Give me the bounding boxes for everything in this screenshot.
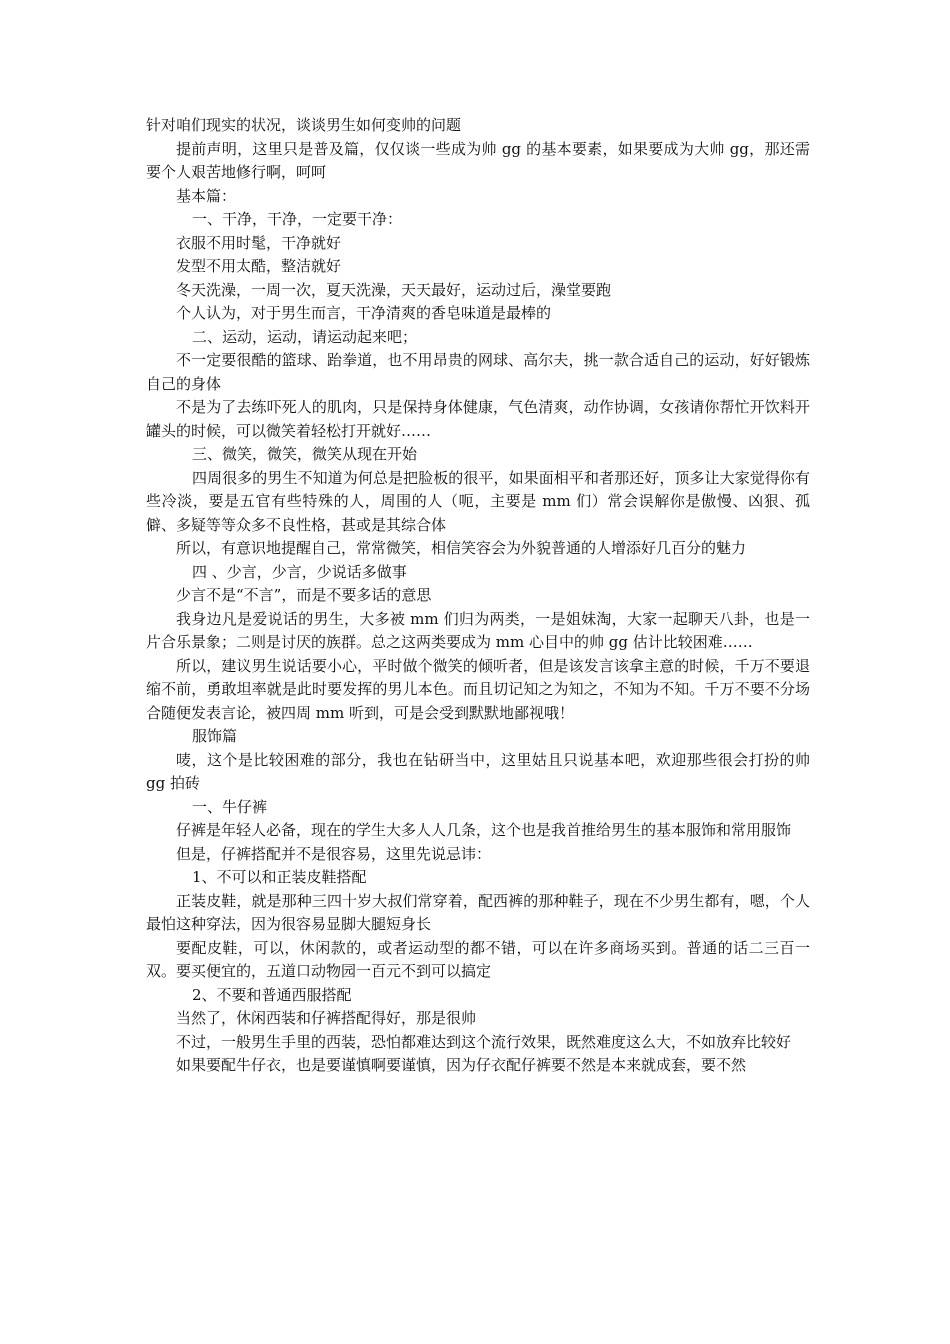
paragraph: 四周很多的男生不知道为何总是把脸板的很平，如果面相平和者那还好，顶多让大家觉得你有些冷淡，要是五官有些特殊的人，周围的人（呃，主要是 mm 们）常会误解你是傲慢、凶狠、孤僻、多疑等等众多不良性格，甚或是其综合体 [146, 468, 810, 534]
paragraph: 不过，一般男生手里的西装，恐怕都难达到这个流行效果，既然难度这么大，不如放弃比较好 [176, 1032, 792, 1051]
paragraph: 当然了，休闲西装和仔裤搭配得好，那是很帅 [176, 1009, 477, 1027]
paragraph: 2、不要和普通西服搭配 [192, 985, 352, 1004]
paragraph: 衣服不用时髦，干净就好 [176, 233, 342, 252]
paragraph: 发型不用太酷，整洁就好 [176, 257, 342, 275]
paragraph: 个人认为，对于男生而言，干净清爽的香皂味道是最棒的 [176, 304, 552, 322]
paragraph: 四 、少言，少言，少说话多做事 [192, 562, 407, 581]
paragraph: 我身边凡是爱说话的男生，大多被 mm 们归为两类，一是姐妹淘，大家一起聊天八卦，也是一片合乐景象；二则是讨厌的族群。总之这两类要成为 mm 心目中的帅 gg 估计比较困难…… [146, 609, 810, 651]
paragraph: 一、干净，干净，一定要干净： [192, 210, 403, 228]
paragraph: 仔裤是年轻人必备，现在的学生大多人人几条，这个也是我首推给男生的基本服饰和常用服饰 [176, 821, 792, 839]
paragraph: 一、牛仔裤 [192, 797, 268, 816]
document-body [146, 114, 810, 1078]
paragraph: 冬天洗澡，一周一次，夏天洗澡，天天最好，运动过后，澡堂要跑 [176, 280, 612, 299]
paragraph: 不一定要很酷的篮球、跆拳道，也不用昂贵的网球、高尔夫，挑一款合适自己的运动，好好锻炼自己的身体 [146, 351, 810, 393]
paragraph: 1、不可以和正装皮鞋搭配 [192, 868, 367, 886]
paragraph: 少言不是“不言”，而是不要多话的意思 [176, 586, 432, 604]
paragraph: 所以，建议男生说话要小心，平时做个微笑的倾听者，但是该发言该拿主意的时候，千万不要退缩不前，勇敢坦率就是此时要发挥的男儿本色。而且切记知之为知之，不知为不知。千万不要不分场合随便发表言论，被四周 mm 听到，可是会受到默默地鄙视哦！ [146, 656, 810, 722]
paragraph: 提前声明，这里只是普及篇，仅仅谈一些成为帅 gg 的基本要素，如果要成为大帅 gg，那还需要个人艰苦地修行啊，呵呵 [146, 139, 810, 181]
paragraph: 如果要配牛仔衣，也是要谨慎啊要谨慎，因为仔衣配仔裤要不然是本来就成套，要不然 [176, 1056, 747, 1074]
paragraph: 所以，有意识地提醒自己，常常微笑，相信笑容会为外貌普通的人增添好几百分的魅力 [176, 539, 747, 557]
paragraph: 要配皮鞋，可以，休闲款的，或者运动型的都不错，可以在许多商场买到。普通的话二三百一双。要买便宜的，五道口动物园一百元不到可以搞定 [146, 938, 810, 980]
paragraph: 基本篇： [176, 186, 237, 205]
paragraph: 服饰篇 [192, 727, 238, 745]
paragraph: 二、运动，运动，请运动起来吧； [192, 327, 418, 346]
paragraph: 三、微笑，微笑，微笑从现在开始 [192, 445, 418, 463]
paragraph: 唛，这个是比较困难的部分，我也在钻研当中，这里姑且只说基本吧，欢迎那些很会打扮的帅 gg 拍砖 [146, 750, 810, 792]
paragraph: 正装皮鞋，就是那种三四十岁大叔们常穿着，配西裤的那种鞋子，现在不少男生都有，嗯，个人最怕这种穿法，因为很容易显脚大腿短身长 [146, 891, 810, 933]
paragraph: 针对咱们现实的状况，谈谈男生如何变帅的问题 [146, 116, 462, 134]
paragraph: 不是为了去练吓死人的肌肉，只是保持身体健康，气色清爽，动作协调，女孩请你帮忙开饮料开罐头的时候，可以微笑着轻松打开就好…… [146, 398, 810, 440]
paragraph: 但是，仔裤搭配并不是很容易，这里先说忌讳： [176, 844, 492, 863]
